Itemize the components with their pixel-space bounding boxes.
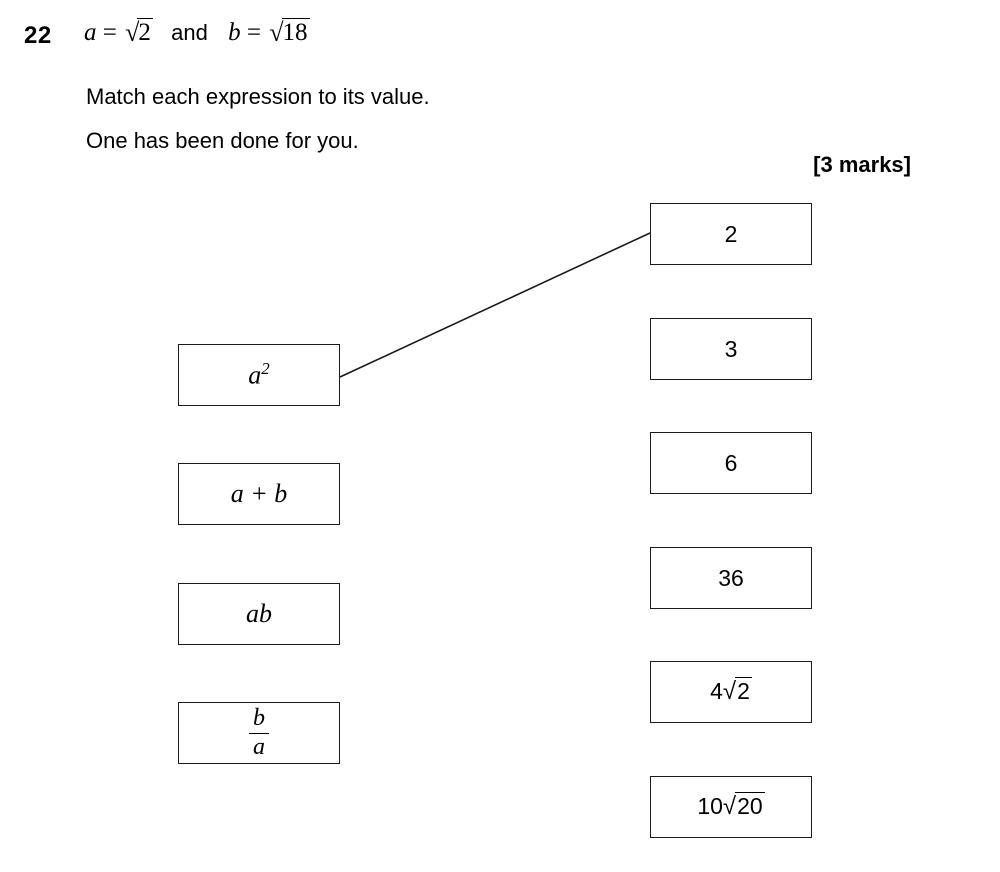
- variable-a-label: a: [84, 19, 97, 46]
- radical-sign-b: √: [269, 18, 284, 47]
- radical-sign-value-10root20: √: [722, 793, 737, 820]
- radical-b: [267, 18, 309, 48]
- expression-box-b-over-a[interactable]: [178, 702, 340, 764]
- expression-box-a-plus-b[interactable]: [178, 463, 340, 525]
- fraction-denominator: a: [253, 733, 265, 760]
- expression-b-over-a: [249, 706, 269, 759]
- expression-ab: ab: [246, 599, 272, 628]
- radical-a: [123, 18, 153, 48]
- value-text-6: 6: [724, 449, 738, 476]
- value-text-36: 36: [718, 564, 744, 591]
- expression-box-ab[interactable]: [178, 583, 340, 645]
- variable-b-label: b: [228, 19, 241, 46]
- value-text-2: 2: [724, 220, 738, 247]
- value-text-3: 3: [724, 335, 738, 362]
- radical-sign-a: √: [125, 18, 140, 47]
- marks-allocation: [3 marks]: [813, 152, 911, 177]
- value-text-4-root-2: 4√2: [710, 678, 750, 705]
- fraction-numerator: b: [249, 706, 269, 733]
- question-number: 22: [24, 22, 52, 49]
- value-box-4-root-2[interactable]: [650, 661, 812, 723]
- radical-sign-value-4root2: √: [722, 678, 737, 705]
- value-text-10-root-20: 10√20: [697, 793, 763, 820]
- expression-box-a-squared[interactable]: [178, 344, 340, 406]
- given-values-line: [84, 18, 310, 48]
- equals-sign-b: =: [246, 19, 261, 46]
- radicand-a: 2: [138, 19, 151, 46]
- expression-a-plus-b: a + b: [230, 479, 288, 508]
- radicand-b: 18: [282, 19, 308, 46]
- value-box-10-root-20[interactable]: [650, 776, 812, 838]
- value-box-2[interactable]: [650, 203, 812, 265]
- value-box-3[interactable]: [650, 318, 812, 380]
- equals-sign-a: =: [102, 19, 117, 46]
- conjunction-and: and: [171, 20, 208, 45]
- connector-a-squared-to-2: [340, 233, 650, 377]
- instruction-line-2: One has been done for you.: [86, 128, 359, 153]
- value-box-36[interactable]: [650, 547, 812, 609]
- expression-a-squared: $a^2$: [248, 359, 270, 390]
- value-box-6[interactable]: [650, 432, 812, 494]
- instruction-line-1: Match each expression to its value.: [86, 84, 430, 109]
